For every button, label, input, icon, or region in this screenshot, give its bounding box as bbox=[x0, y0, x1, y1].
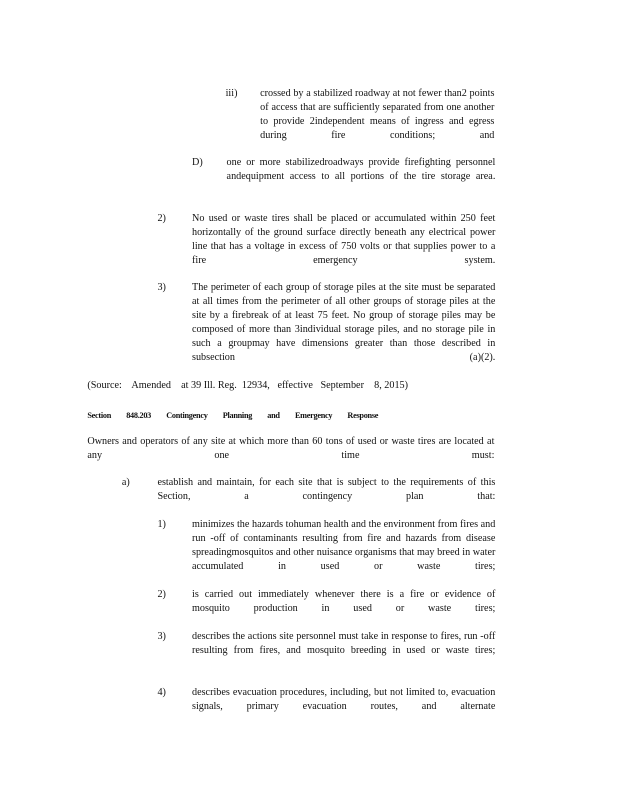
item-3-text: The perimeter of each group of storage piles at the site must be separated at all times from the perimeter of all other groups of storage piles at the site by a firebreak of at least 75 feet. No group of storage piles may be composed of more than 3individual storage piles, and no storage pile in such a groupmay have dimensions greater than those described in subsection (a)(2). bbox=[192, 282, 496, 363]
item-2-text: No used or waste tires shall be placed or accumulated within 250 feet horizontally of the ground surface directly beneath any electrical power line that has a voltage in excess of 750 volts or that supplies power to a fire emergency system. bbox=[192, 213, 496, 266]
sub-item-2-text: is carried out immediately whenever there is a fire or evidence of mosquito production in used or waste tires; bbox=[192, 589, 496, 614]
list-label-a: a) bbox=[121, 477, 130, 488]
sub-item-4-text: describes evacuation procedures, including, but not limited to, evacuation signals, primary evacuation routes, and alternate bbox=[192, 687, 496, 712]
item-a-text: establish and maintain, for each site that is subject to the requirements of this Section, a contingency plan that: bbox=[157, 477, 496, 502]
list-label-2: 2) bbox=[157, 213, 166, 224]
section-heading: Section 848.203 Contingency Planning and Emergency Response bbox=[87, 410, 379, 420]
list-label-sub-2: 2) bbox=[157, 589, 166, 600]
sub-item-3-text: describes the actions site personnel must take in response to fires, run -off resulting from fires, and mosquito breeding in used or waste tires; bbox=[192, 631, 496, 656]
list-label-sub-3: 3) bbox=[157, 631, 166, 642]
item-iii-text: crossed by a stabilized roadway at not fewer than2 points of access that are sufficiently separated from one another to provide 2independent means of ingress and egress during fire conditions; and bbox=[260, 88, 495, 141]
list-label-sub-1: 1) bbox=[157, 519, 166, 530]
list-label-3: 3) bbox=[157, 282, 166, 293]
sub-item-1-text: minimizes the hazards tohuman health and the environment from fires and run -off of contaminants resulting from fire and hazards from disease spreadingmosquitos and other nuisance organisms that may breed in water accumulated in used or waste tires; bbox=[192, 519, 496, 572]
list-label-iii: iii) bbox=[225, 88, 238, 99]
list-label-sub-4: 4) bbox=[157, 687, 166, 698]
item-D-text: one or more stabilizedroadways provide firefighting personnel andequipment access to all portions of the tire storage area. bbox=[226, 157, 496, 182]
source-note: (Source: Amended at 39 Ill. Reg. 12934, effective September 8, 2015) bbox=[87, 380, 409, 391]
list-label-D: D) bbox=[192, 157, 203, 168]
intro-paragraph: Owners and operators of any site at which more than 60 tons of used or waste tires are located at any one time must: bbox=[87, 436, 495, 461]
